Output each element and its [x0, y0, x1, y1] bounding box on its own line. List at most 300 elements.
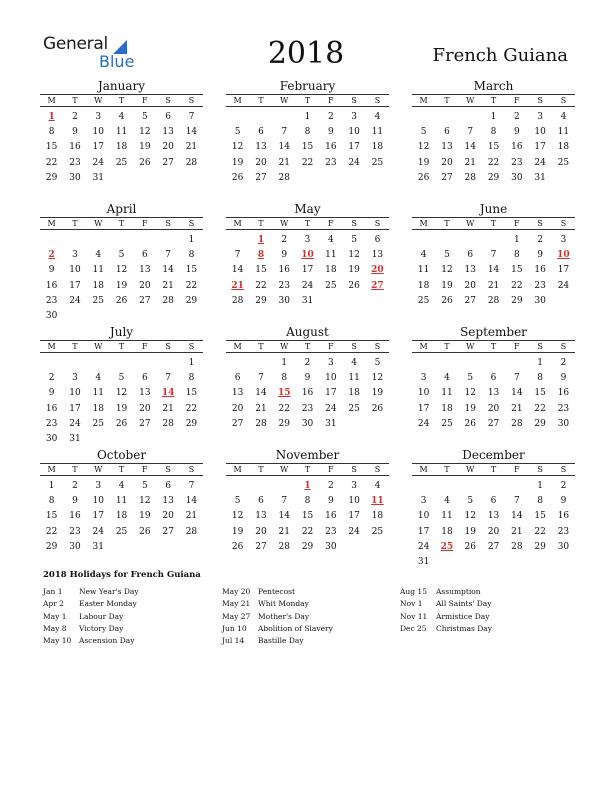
weekday-label: T: [304, 96, 311, 105]
empty-cell: [40, 233, 63, 248]
month-title: March: [473, 79, 514, 93]
day-cell: 28: [162, 295, 174, 306]
month-may: [226, 203, 389, 309]
day-cell: 13: [255, 142, 267, 153]
day-cell: 13: [139, 388, 151, 399]
page-header: [40, 28, 572, 78]
day-cell: 4: [118, 481, 125, 491]
day-cell: 9: [72, 496, 78, 507]
day-cell: 3: [537, 112, 543, 122]
empty-cell: [133, 233, 156, 248]
weekday-label: T: [444, 465, 450, 474]
day-cell: 17: [92, 142, 104, 153]
day-cell: 26: [231, 172, 244, 183]
weekday-label: T: [490, 96, 497, 105]
day-cell: 15: [255, 265, 267, 276]
weekday-label: M: [419, 342, 428, 351]
empty-cell: [459, 233, 482, 248]
day-cell: 2: [48, 373, 55, 384]
weekday-label: T: [118, 219, 125, 228]
day-cell: 30: [278, 295, 290, 306]
day-cell: 18: [92, 280, 104, 291]
day-cell: 7: [513, 496, 520, 507]
day-cell: 30: [557, 541, 570, 552]
weekday-label: S: [351, 465, 357, 474]
day-cell: 2: [560, 481, 567, 491]
day-cell: 24: [417, 541, 430, 552]
day-cell: 27: [464, 295, 476, 306]
day-cell: 12: [115, 388, 128, 399]
weekday-label: S: [537, 96, 543, 105]
weekday-header: [226, 340, 389, 353]
day-cell: 5: [444, 250, 450, 261]
weekday-label: M: [47, 219, 56, 228]
day-cell: 26: [464, 541, 476, 552]
weekday-label: M: [47, 96, 56, 105]
day-cell: 26: [115, 418, 128, 429]
day-cell: 25: [115, 526, 128, 537]
empty-cell: [249, 479, 272, 494]
day-cell: 15: [534, 388, 546, 399]
day-cell: 15: [45, 142, 58, 153]
holiday-date: Apr 2: [43, 599, 64, 609]
day-cell: 2: [560, 358, 567, 368]
day-cell: 25: [325, 280, 337, 291]
day-cell: 5: [234, 127, 241, 138]
day-cell: 7: [467, 127, 474, 138]
day-cell: 11: [441, 511, 453, 522]
day-cell: 11: [348, 373, 360, 384]
weekday-label: S: [188, 342, 195, 351]
day-cell: 26: [417, 172, 430, 183]
day-cell: 9: [281, 250, 288, 261]
holiday-item: [43, 586, 218, 598]
day-cell: 30: [325, 541, 337, 552]
holiday-name: Assumption: [436, 587, 481, 596]
weekday-label: S: [351, 219, 357, 228]
holiday-name: Ascension Day: [79, 636, 135, 646]
holiday-day: 14: [161, 388, 175, 399]
holiday-date: Nov 1: [400, 599, 423, 609]
weekday-label: T: [490, 219, 497, 228]
day-cell: 15: [301, 511, 314, 522]
day-cell: 3: [420, 496, 427, 507]
weekday-label: W: [280, 342, 289, 351]
day-cell: 26: [371, 403, 384, 414]
day-cell: 5: [467, 496, 474, 507]
day-cell: 19: [464, 526, 476, 537]
holiday-date: Jun 10: [222, 623, 247, 633]
day-cell: 23: [69, 526, 81, 537]
day-cell: 13: [487, 511, 500, 522]
holiday-date: Jul 14: [222, 636, 245, 646]
day-cell: 11: [441, 388, 453, 399]
day-cell: 18: [441, 403, 453, 414]
day-cell: 11: [325, 250, 337, 261]
day-cell: 18: [371, 142, 384, 153]
day-cell: 9: [327, 127, 334, 138]
weekday-label: F: [514, 219, 520, 228]
day-cell: 28: [185, 157, 198, 168]
day-cell: 21: [487, 280, 500, 291]
day-cell: 29: [45, 541, 58, 552]
day-cell: 29: [487, 172, 500, 183]
day-cell: 23: [45, 295, 58, 306]
weekday-label: S: [188, 96, 195, 105]
day-cell: 31: [417, 556, 430, 567]
day-cell: 20: [162, 142, 174, 153]
day-cell: 12: [417, 142, 430, 153]
holiday-day: 15: [277, 388, 291, 399]
empty-cell: [505, 479, 528, 494]
day-cell: 4: [95, 373, 102, 384]
day-cell: 17: [417, 403, 430, 414]
day-cell: 4: [374, 481, 381, 491]
day-cell: 4: [444, 496, 450, 507]
month-october: [40, 449, 203, 555]
day-cell: 17: [557, 265, 570, 276]
day-cell: 24: [69, 418, 81, 429]
day-cell: 19: [464, 403, 476, 414]
day-cell: 14: [278, 511, 290, 522]
day-cell: 24: [534, 157, 546, 168]
day-cell: 8: [304, 496, 311, 507]
month-title: October: [96, 448, 147, 462]
empty-cell: [226, 356, 249, 371]
day-cell: 1: [513, 235, 520, 245]
day-cell: 7: [258, 373, 264, 384]
day-cell: 30: [45, 433, 58, 444]
day-cell: 8: [537, 496, 543, 507]
holiday-column: [222, 586, 397, 647]
day-cell: 20: [139, 403, 151, 414]
day-cell: 1: [304, 112, 311, 122]
day-cell: 22: [278, 403, 290, 414]
holiday-day: 1: [304, 481, 311, 491]
weekday-header: [412, 94, 575, 107]
holiday-column: [400, 586, 575, 635]
day-cell: 31: [92, 541, 104, 552]
weekday-label: W: [280, 465, 289, 474]
day-cell: 17: [325, 388, 337, 399]
day-cell: 28: [487, 295, 500, 306]
day-cell: 19: [139, 511, 151, 522]
day-cell: 5: [118, 250, 125, 261]
day-grid: [412, 110, 575, 186]
empty-cell: [226, 110, 249, 125]
day-cell: 17: [348, 511, 360, 522]
day-cell: 17: [69, 403, 81, 414]
day-cell: 20: [231, 403, 244, 414]
day-cell: 1: [281, 358, 288, 368]
day-cell: 27: [441, 172, 453, 183]
day-cell: 12: [231, 142, 244, 153]
empty-cell: [505, 356, 528, 371]
holiday-day: 8: [257, 250, 265, 261]
day-cell: 6: [374, 235, 381, 245]
day-cell: 28: [511, 418, 523, 429]
day-cell: 31: [301, 295, 314, 306]
day-cell: 29: [255, 295, 267, 306]
day-cell: 19: [441, 280, 453, 291]
holiday-name: Bastille Day: [258, 636, 304, 646]
day-cell: 6: [490, 373, 497, 384]
day-cell: 22: [45, 157, 58, 168]
weekday-label: T: [258, 219, 264, 228]
day-cell: 5: [351, 235, 357, 245]
day-cell: 26: [231, 541, 244, 552]
day-cell: 6: [444, 127, 450, 138]
weekday-label: T: [304, 219, 311, 228]
calendar-year: 2018: [267, 36, 345, 71]
holiday-list-title: 2018 Holidays for French Guiana: [43, 570, 201, 580]
weekday-label: T: [444, 219, 450, 228]
empty-cell: [412, 356, 435, 371]
weekday-label: W: [466, 219, 475, 228]
holiday-item: [43, 635, 218, 647]
weekday-label: W: [94, 219, 103, 228]
day-cell: 6: [490, 496, 497, 507]
holiday-day: 27: [371, 280, 384, 291]
day-cell: 30: [69, 172, 81, 183]
day-cell: 25: [371, 526, 384, 537]
weekday-label: T: [118, 342, 125, 351]
month-title: August: [286, 325, 329, 339]
weekday-label: T: [444, 342, 450, 351]
weekday-label: M: [233, 219, 242, 228]
day-cell: 24: [301, 280, 314, 291]
day-cell: 11: [557, 127, 570, 138]
day-cell: 19: [348, 265, 360, 276]
day-cell: 12: [139, 496, 151, 507]
day-cell: 26: [464, 418, 476, 429]
day-cell: 5: [374, 358, 381, 368]
day-cell: 7: [188, 481, 195, 491]
day-cell: 16: [534, 265, 546, 276]
weekday-label: S: [165, 342, 171, 351]
day-cell: 3: [420, 373, 427, 384]
empty-cell: [482, 356, 505, 371]
day-cell: 19: [115, 403, 128, 414]
day-cell: 23: [325, 526, 337, 537]
day-cell: 30: [69, 541, 81, 552]
empty-cell: [435, 479, 458, 494]
day-cell: 27: [255, 541, 267, 552]
weekday-label: F: [328, 465, 334, 474]
holiday-item: [43, 598, 218, 610]
empty-cell: [110, 233, 133, 248]
holiday-name: All Saints' Day: [436, 599, 492, 609]
day-cell: 24: [348, 526, 360, 537]
weekday-label: S: [165, 219, 171, 228]
day-cell: 31: [534, 172, 546, 183]
empty-cell: [435, 110, 458, 125]
day-cell: 15: [511, 265, 523, 276]
day-cell: 16: [557, 511, 570, 522]
day-cell: 28: [278, 172, 290, 183]
weekday-label: F: [514, 96, 520, 105]
holiday-item: [222, 598, 397, 610]
day-cell: 28: [255, 418, 267, 429]
day-cell: 18: [441, 526, 453, 537]
weekday-label: T: [258, 465, 264, 474]
weekday-label: M: [419, 465, 428, 474]
weekday-label: S: [165, 465, 171, 474]
day-cell: 24: [92, 157, 104, 168]
day-cell: 8: [188, 373, 195, 384]
day-cell: 10: [417, 511, 430, 522]
day-cell: 16: [69, 142, 81, 153]
day-cell: 16: [278, 265, 290, 276]
holiday-name: Abolition of Slavery: [258, 623, 333, 633]
weekday-label: S: [374, 96, 381, 105]
holiday-item: [400, 611, 575, 623]
empty-cell: [273, 479, 296, 494]
day-grid: [40, 110, 203, 186]
holiday-list: [43, 570, 583, 652]
day-cell: 27: [139, 295, 151, 306]
day-cell: 27: [162, 526, 174, 537]
day-cell: 22: [255, 280, 267, 291]
day-cell: 7: [165, 250, 171, 261]
day-cell: 3: [95, 481, 102, 491]
weekday-header: [226, 94, 389, 107]
month-title: July: [109, 325, 134, 339]
logo-general-text: General: [43, 34, 108, 54]
day-cell: 8: [490, 127, 497, 138]
day-cell: 30: [301, 418, 314, 429]
day-cell: 7: [234, 250, 241, 261]
day-cell: 20: [464, 280, 476, 291]
day-cell: 29: [534, 541, 546, 552]
holiday-item: [222, 586, 397, 598]
day-cell: 29: [301, 541, 314, 552]
weekday-label: F: [142, 219, 148, 228]
day-cell: 13: [231, 388, 244, 399]
day-cell: 20: [487, 403, 500, 414]
day-cell: 12: [115, 265, 128, 276]
day-cell: 21: [255, 403, 267, 414]
day-cell: 5: [141, 481, 148, 491]
holiday-name: Easter Monday: [79, 599, 137, 609]
day-cell: 10: [534, 127, 546, 138]
month-february: [226, 80, 389, 186]
holiday-item: [222, 635, 397, 647]
day-cell: 13: [139, 265, 151, 276]
day-cell: 12: [231, 511, 244, 522]
day-grid: [412, 356, 575, 432]
weekday-label: S: [537, 342, 543, 351]
day-grid: [40, 233, 203, 324]
empty-cell: [156, 356, 179, 371]
weekday-label: T: [258, 96, 264, 105]
weekday-label: M: [233, 96, 242, 105]
day-grid: [40, 479, 203, 555]
day-cell: 27: [139, 418, 151, 429]
day-cell: 1: [48, 481, 55, 491]
weekday-label: T: [72, 342, 78, 351]
day-cell: 16: [301, 388, 314, 399]
day-cell: 18: [417, 280, 430, 291]
day-cell: 18: [92, 403, 104, 414]
day-cell: 12: [139, 127, 151, 138]
day-cell: 15: [185, 265, 198, 276]
day-cell: 30: [557, 418, 570, 429]
weekday-label: F: [328, 96, 334, 105]
day-cell: 14: [185, 496, 198, 507]
holiday-date: Aug 15: [400, 587, 427, 596]
weekday-label: W: [94, 96, 103, 105]
weekday-label: M: [47, 465, 56, 474]
weekday-label: T: [304, 465, 311, 474]
day-cell: 15: [487, 142, 500, 153]
day-cell: 27: [255, 172, 267, 183]
day-cell: 23: [534, 280, 546, 291]
day-cell: 20: [441, 157, 453, 168]
day-cell: 25: [441, 418, 453, 429]
weekday-label: M: [419, 219, 428, 228]
day-cell: 11: [92, 265, 104, 276]
day-cell: 24: [69, 295, 81, 306]
holiday-item: [222, 623, 397, 635]
day-cell: 22: [301, 157, 314, 168]
holiday-column: [43, 586, 218, 647]
day-cell: 18: [557, 142, 570, 153]
weekday-label: T: [258, 342, 264, 351]
empty-cell: [482, 233, 505, 248]
month-january: [40, 80, 203, 186]
day-cell: 3: [95, 112, 102, 122]
day-cell: 3: [72, 250, 78, 261]
day-cell: 21: [162, 403, 174, 414]
day-cell: 28: [231, 295, 244, 306]
day-cell: 4: [118, 112, 125, 122]
day-cell: 25: [115, 157, 128, 168]
day-cell: 4: [327, 235, 334, 245]
day-cell: 22: [185, 280, 198, 291]
day-cell: 6: [165, 481, 171, 491]
day-cell: 22: [301, 526, 314, 537]
day-cell: 19: [417, 157, 430, 168]
day-cell: 21: [278, 157, 290, 168]
weekday-header: [226, 217, 389, 230]
month-november: [226, 449, 389, 555]
logo-blue-text: Blue: [99, 52, 135, 71]
month-title: December: [462, 448, 525, 462]
day-cell: 20: [162, 511, 174, 522]
day-cell: 4: [95, 250, 102, 261]
day-cell: 6: [141, 250, 148, 261]
day-cell: 17: [69, 280, 81, 291]
day-cell: 7: [188, 112, 195, 122]
day-cell: 13: [371, 250, 384, 261]
month-title: January: [97, 79, 146, 93]
day-cell: 4: [351, 358, 357, 368]
empty-cell: [435, 233, 458, 248]
day-cell: 25: [92, 295, 104, 306]
empty-cell: [435, 356, 458, 371]
weekday-header: [412, 463, 575, 476]
day-cell: 7: [281, 496, 288, 507]
weekday-header: [412, 340, 575, 353]
month-title: May: [294, 202, 321, 216]
weekday-header: [40, 217, 203, 230]
empty-cell: [87, 233, 110, 248]
day-cell: 14: [511, 388, 523, 399]
day-cell: 22: [487, 157, 500, 168]
weekday-label: W: [466, 342, 475, 351]
holiday-date: May 21: [222, 599, 251, 609]
